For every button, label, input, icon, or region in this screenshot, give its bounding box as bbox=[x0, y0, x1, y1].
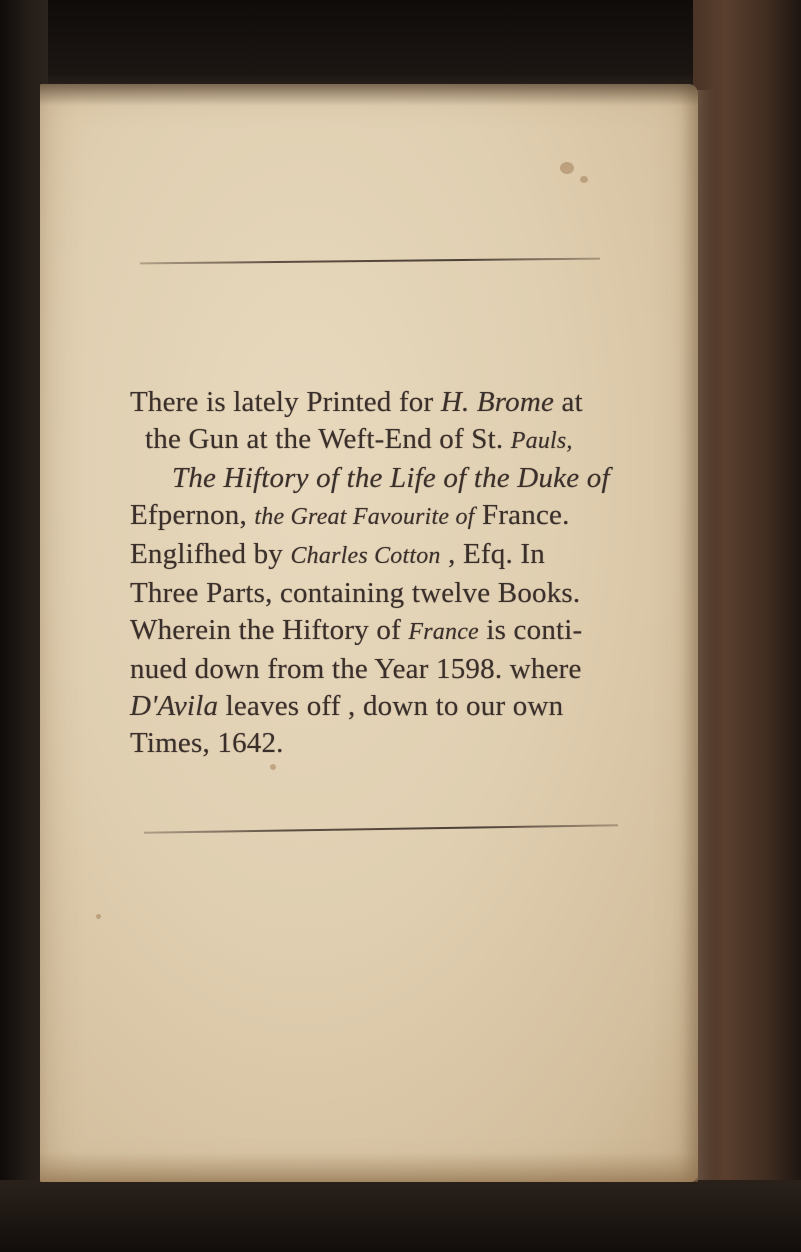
advert-line-10 bbox=[130, 725, 610, 762]
advert-text: leaves off , down to our own bbox=[218, 690, 564, 722]
advert-text: is conti- bbox=[478, 614, 583, 646]
page-top-shadow bbox=[40, 84, 698, 106]
author-name: D'Avila bbox=[130, 690, 219, 722]
advert-text: Wherein the Hiftory of bbox=[130, 614, 409, 646]
advert-text: , Efq. In bbox=[440, 538, 545, 570]
cover-right-edge bbox=[693, 0, 801, 1252]
advert-text: Three Parts, containing twelve Books. bbox=[130, 577, 581, 609]
advert-text: the Gun at the Weft-End of St. bbox=[145, 423, 511, 455]
advert-text: nued down from the Year 1598. where bbox=[130, 653, 582, 685]
top-ornamental-rule bbox=[140, 258, 600, 265]
foxing-spot bbox=[580, 176, 588, 183]
translator-name: Charles Cotton bbox=[290, 543, 441, 569]
book-title: The Hiftory of the Life of the Duke of bbox=[172, 462, 610, 494]
advert-line-4 bbox=[130, 497, 610, 536]
book-title-part: the Great Favourite of bbox=[254, 504, 475, 530]
foxing-spot bbox=[96, 914, 101, 919]
advert-text: Englifhed by bbox=[130, 538, 291, 570]
advert-text: at bbox=[554, 386, 583, 418]
advert-line-1 bbox=[130, 384, 610, 421]
advert-line-5 bbox=[130, 536, 610, 575]
advert-line-3 bbox=[130, 460, 610, 497]
foxing-spot bbox=[560, 162, 574, 174]
advert-text: There is lately Printed for bbox=[130, 386, 441, 418]
advert-line-2 bbox=[130, 421, 610, 460]
advert-text: France. bbox=[474, 499, 570, 531]
advert-text: Efpernon, bbox=[130, 499, 255, 531]
country-name: France bbox=[408, 619, 479, 645]
advert-line-7 bbox=[130, 612, 610, 651]
cover-top-edge bbox=[0, 0, 801, 90]
publisher-name: H. Brome bbox=[440, 386, 555, 418]
location-name: Pauls, bbox=[510, 428, 573, 454]
advert-line-8 bbox=[130, 651, 610, 688]
book-advertisement bbox=[130, 384, 610, 762]
foxing-spot bbox=[270, 764, 276, 770]
book-page bbox=[40, 84, 698, 1182]
advert-line-9 bbox=[130, 688, 610, 725]
advert-text: Times, 1642. bbox=[130, 727, 284, 759]
cover-bottom-edge bbox=[0, 1180, 801, 1252]
bottom-ornamental-rule bbox=[144, 824, 618, 833]
page-bottom-shade bbox=[40, 1152, 698, 1182]
advert-line-6 bbox=[130, 575, 610, 612]
